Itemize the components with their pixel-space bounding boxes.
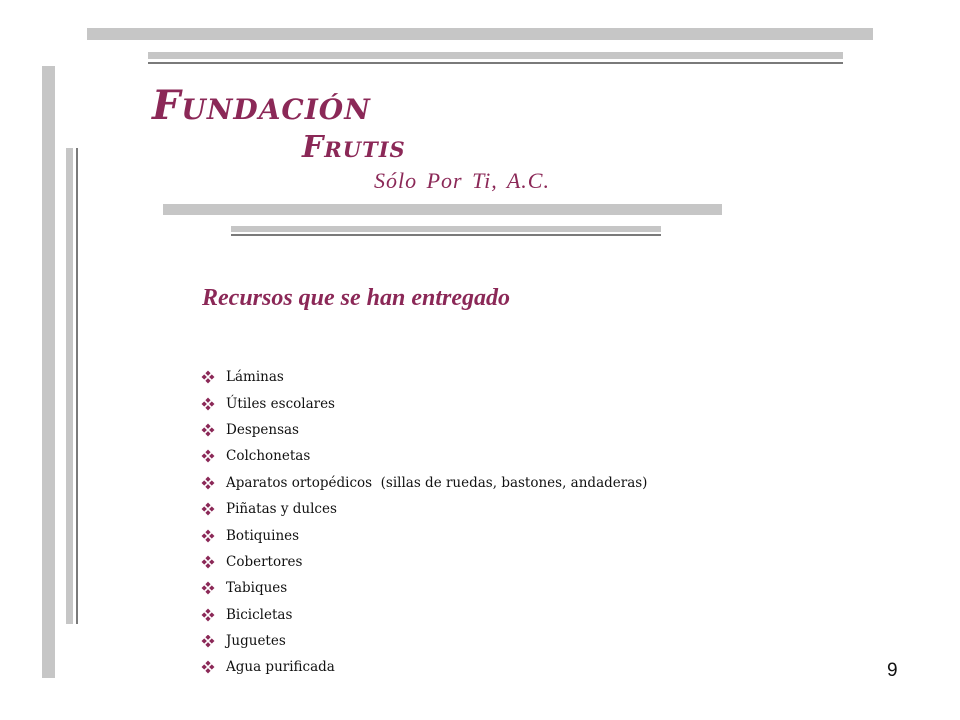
resources-list	[201, 364, 647, 681]
list-item	[201, 549, 647, 575]
diamond-bullet-icon	[201, 476, 215, 490]
list-item	[201, 602, 647, 628]
diamond-bullet-icon	[201, 397, 215, 411]
list-item-label: Botiquines	[226, 527, 300, 544]
list-item	[201, 575, 647, 601]
left-double-bar-line	[76, 148, 78, 624]
left-double-bar	[66, 148, 73, 624]
list-item-label: Cobertores	[226, 553, 303, 570]
diamond-bullet-icon	[201, 555, 215, 569]
list-item-label: Piñatas y dulces	[226, 501, 337, 518]
list-item	[201, 364, 647, 390]
diamond-bullet-icon	[201, 502, 215, 516]
list-item-label: Despensas	[226, 421, 299, 438]
list-item	[201, 390, 647, 416]
diamond-bullet-icon	[201, 449, 215, 463]
top-double-bar	[148, 52, 843, 59]
list-item-label: Láminas	[226, 369, 284, 386]
org-tagline: Sólo Por Ti, A.C.	[374, 168, 550, 193]
org-name-line2: Frutis	[302, 130, 406, 165]
list-item-label: Tabiques	[226, 580, 288, 597]
list-item	[201, 522, 647, 548]
list-item	[201, 496, 647, 522]
lower-double-bar-line	[231, 234, 661, 236]
top-double-bar-line	[148, 62, 843, 64]
list-item	[201, 654, 647, 680]
left-bar	[42, 66, 55, 678]
list-item-label: Agua purificada	[226, 659, 335, 676]
list-item-label: Útiles escolares	[226, 395, 335, 412]
lower-double-bar	[231, 226, 661, 232]
middle-bar	[163, 204, 722, 215]
diamond-bullet-icon	[201, 423, 215, 437]
list-item	[201, 443, 647, 469]
list-item-label: Juguetes	[226, 633, 286, 650]
list-item-label: Bicicletas	[226, 606, 293, 623]
diamond-bullet-icon	[201, 370, 215, 384]
diamond-bullet-icon	[201, 660, 215, 674]
diamond-bullet-icon	[201, 634, 215, 648]
diamond-bullet-icon	[201, 529, 215, 543]
list-item	[201, 417, 647, 443]
diamond-bullet-icon	[201, 608, 215, 622]
list-item	[201, 628, 647, 654]
top-bar	[87, 28, 873, 40]
list-item-label: Colchonetas	[226, 448, 311, 465]
page-number: 9	[887, 660, 898, 681]
org-name-line1: Fundación	[152, 82, 371, 129]
section-title: Recursos que se han entregado	[202, 285, 511, 311]
list-item-label: Aparatos ortopédicos (sillas de ruedas, bastones, andaderas)	[226, 474, 648, 491]
list-item	[201, 470, 647, 496]
diamond-bullet-icon	[201, 581, 215, 595]
